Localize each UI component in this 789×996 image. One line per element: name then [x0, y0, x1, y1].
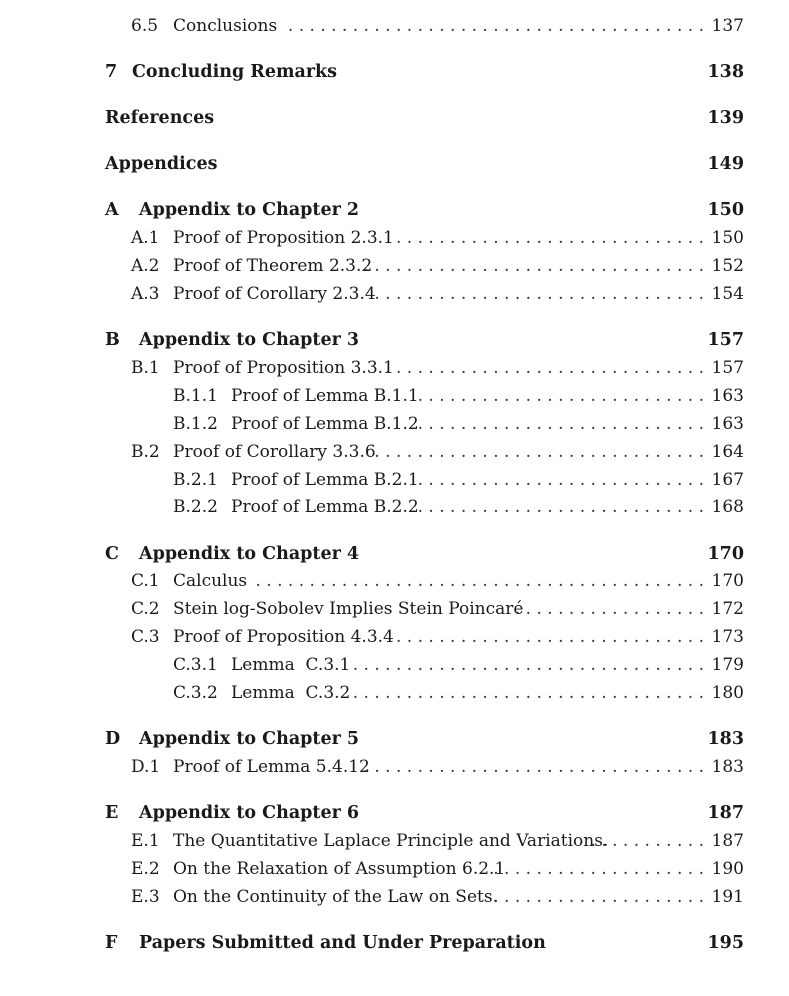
entry-number: A.2	[131, 256, 160, 276]
dot-leader	[592, 831, 704, 851]
entry-number: B	[105, 330, 120, 350]
dot-leader	[386, 358, 704, 378]
entry-number: E.1	[131, 831, 160, 851]
entry-number: C.3	[131, 627, 160, 647]
entry-number: E	[105, 803, 119, 823]
entry-number: D	[105, 729, 121, 749]
entry-number: E.3	[131, 887, 160, 907]
entry-page: 138	[707, 62, 744, 82]
entry-number: A	[105, 200, 119, 220]
entry-number: B.2.1	[173, 470, 218, 490]
dot-leader	[393, 627, 704, 647]
entry-number: C.2	[131, 599, 160, 619]
entry-number: C.3.1	[173, 655, 218, 675]
entry-number: F	[105, 933, 118, 953]
entry-page: 180	[711, 683, 744, 703]
entry-title: On the Relaxation of Assumption 6.2.1	[173, 859, 506, 879]
entry-title: Lemma C.3.1	[231, 655, 351, 675]
entry-page: 157	[707, 330, 744, 350]
dot-leader	[350, 683, 704, 703]
entry-title: Proof of Lemma B.1.1	[231, 386, 419, 406]
entry-title: Proof of Corollary 3.3.6	[173, 442, 376, 462]
entry-number: A.1	[131, 228, 160, 248]
entry-title: Proof of Proposition 4.3.4	[173, 627, 394, 647]
dot-leader	[418, 470, 704, 490]
entry-title: Concluding Remarks	[132, 62, 338, 82]
entry-title: Proof of Corollary 2.3.4	[173, 284, 376, 304]
entry-title: Proof of Lemma B.2.2	[231, 497, 419, 517]
entry-page: 187	[707, 803, 744, 823]
entry-title: Appendix to Chapter 6	[139, 803, 360, 823]
entry-title: Proof of Lemma 5.4.12	[173, 757, 370, 777]
entry-title: Proof of Theorem 2.3.2	[173, 256, 373, 276]
entry-page: 167	[711, 470, 744, 490]
entry-title: Proof of Proposition 3.3.1	[173, 358, 394, 378]
dot-leader	[350, 655, 704, 675]
entry-number: B.1.2	[173, 414, 218, 434]
entry-page: 150	[707, 200, 744, 220]
entry-page: 170	[707, 544, 744, 564]
entry-title: Stein log-Sobolev Implies Stein Poincaré	[173, 599, 524, 619]
entry-title: Proof of Proposition 2.3.1	[173, 228, 394, 248]
dot-leader	[492, 859, 704, 879]
entry-page: 173	[711, 627, 744, 647]
entry-number: C.3.2	[173, 683, 218, 703]
dot-leader	[396, 228, 704, 248]
entry-number: B.2	[131, 442, 160, 462]
entry-title: References	[105, 108, 215, 128]
entry-page: 157	[711, 358, 744, 378]
entry-title: Proof of Lemma B.2.1	[231, 470, 419, 490]
entry-number: B.1	[131, 358, 160, 378]
entry-title: Papers Submitted and Under Preparation	[139, 933, 546, 953]
entry-page: 139	[707, 108, 744, 128]
entry-number: 6.5	[131, 16, 159, 36]
entry-page: 137	[711, 16, 744, 36]
entry-number: B.1.1	[173, 386, 218, 406]
dot-leader	[368, 284, 704, 304]
entry-number: C.1	[131, 571, 160, 591]
entry-page: 191	[711, 887, 744, 907]
entry-page: 154	[711, 284, 744, 304]
dot-leader	[418, 497, 704, 517]
entry-page: 163	[711, 386, 744, 406]
entry-title: On the Continuity of the Law on Sets.	[173, 887, 498, 907]
dot-leader	[365, 256, 704, 276]
entry-number: C	[105, 544, 119, 564]
dot-leader	[251, 571, 704, 591]
dot-leader	[362, 757, 704, 777]
entry-number: E.2	[131, 859, 160, 879]
dot-leader	[510, 599, 704, 619]
entry-title: Appendix to Chapter 4	[139, 544, 360, 564]
entry-page: 164	[711, 442, 744, 462]
entry-page: 170	[711, 571, 744, 591]
entry-page: 172	[711, 599, 744, 619]
entry-page: 187	[711, 831, 744, 851]
entry-title: Proof of Lemma B.1.2	[231, 414, 419, 434]
dot-leader	[493, 887, 704, 907]
entry-page: 183	[711, 757, 744, 777]
entry-page: 190	[711, 859, 744, 879]
entry-page: 149	[707, 154, 744, 174]
entry-title: Appendix to Chapter 3	[139, 330, 360, 350]
dot-leader	[418, 386, 704, 406]
entry-number: A.3	[131, 284, 160, 304]
entry-page: 163	[711, 414, 744, 434]
dot-leader	[368, 442, 704, 462]
entry-title: Appendix to Chapter 5	[139, 729, 360, 749]
entry-number: 7	[105, 62, 118, 82]
entry-page: 183	[707, 729, 744, 749]
entry-number: B.2.2	[173, 497, 218, 517]
entry-title: Conclusions	[173, 16, 278, 36]
entry-title: The Quantitative Laplace Principle and Variations.	[173, 831, 609, 851]
dot-leader	[283, 16, 704, 36]
entry-title: Appendix to Chapter 2	[139, 200, 360, 220]
entry-number: D.1	[131, 757, 161, 777]
entry-page: 179	[711, 655, 744, 675]
entry-title: Lemma C.3.2	[231, 683, 351, 703]
entry-page: 150	[711, 228, 744, 248]
entry-page: 152	[711, 256, 744, 276]
dot-leader	[418, 414, 704, 434]
entry-title: Calculus	[173, 571, 248, 591]
entry-page: 195	[707, 933, 744, 953]
entry-page: 168	[711, 497, 744, 517]
entry-title: Appendices	[105, 154, 218, 174]
